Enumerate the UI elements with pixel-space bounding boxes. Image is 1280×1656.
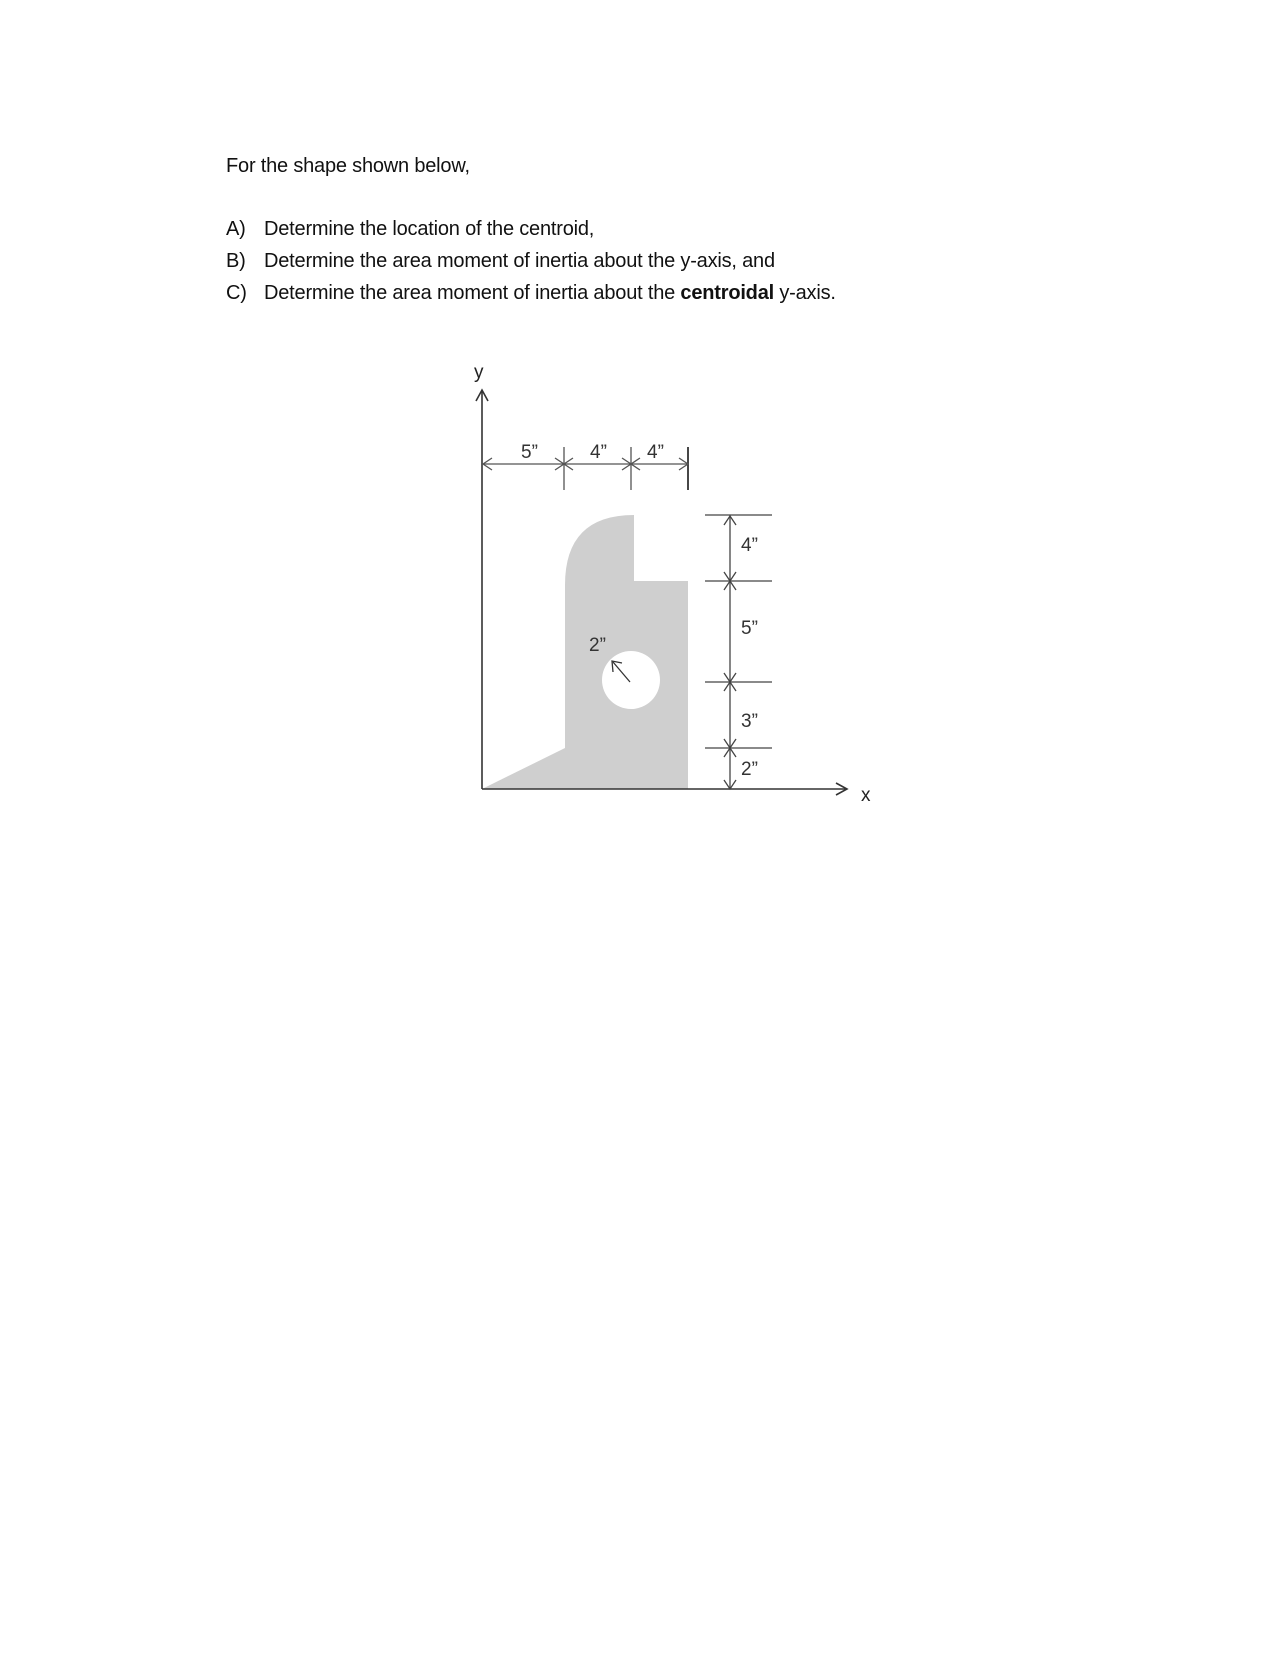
dim-vertical-2: 5” — [741, 618, 758, 639]
hole-radius-label: 2” — [589, 635, 606, 656]
dim-horizontal-2: 4” — [590, 442, 607, 463]
task-c-text-after: y-axis. — [773, 282, 836, 304]
circular-hole — [602, 651, 660, 709]
task-b-text: Determine the area moment of inertia about the y-axis, and — [264, 250, 775, 272]
task-c-label: C) — [226, 282, 247, 304]
task-c-text-before: Determine the area moment of inertia about the — [264, 282, 681, 304]
task-a-text: Determine the location of the centroid, — [264, 218, 595, 240]
task-b-label: B) — [226, 250, 246, 272]
dim-vertical-1: 4” — [741, 535, 758, 556]
y-axis-label: y — [474, 362, 484, 383]
vertical-dimension-lines — [705, 515, 772, 789]
problem-intro: For the shape shown below, — [226, 155, 470, 177]
dim-horizontal-1: 5” — [521, 442, 538, 463]
composite-shape — [482, 515, 688, 789]
task-a-label: A) — [226, 218, 246, 240]
dim-vertical-4: 2” — [741, 759, 758, 780]
dim-vertical-3: 3” — [741, 711, 758, 732]
task-c-bold-word: centroidal — [680, 282, 774, 304]
dim-horizontal-3: 4” — [647, 442, 664, 463]
x-axis-label: x — [861, 785, 871, 806]
